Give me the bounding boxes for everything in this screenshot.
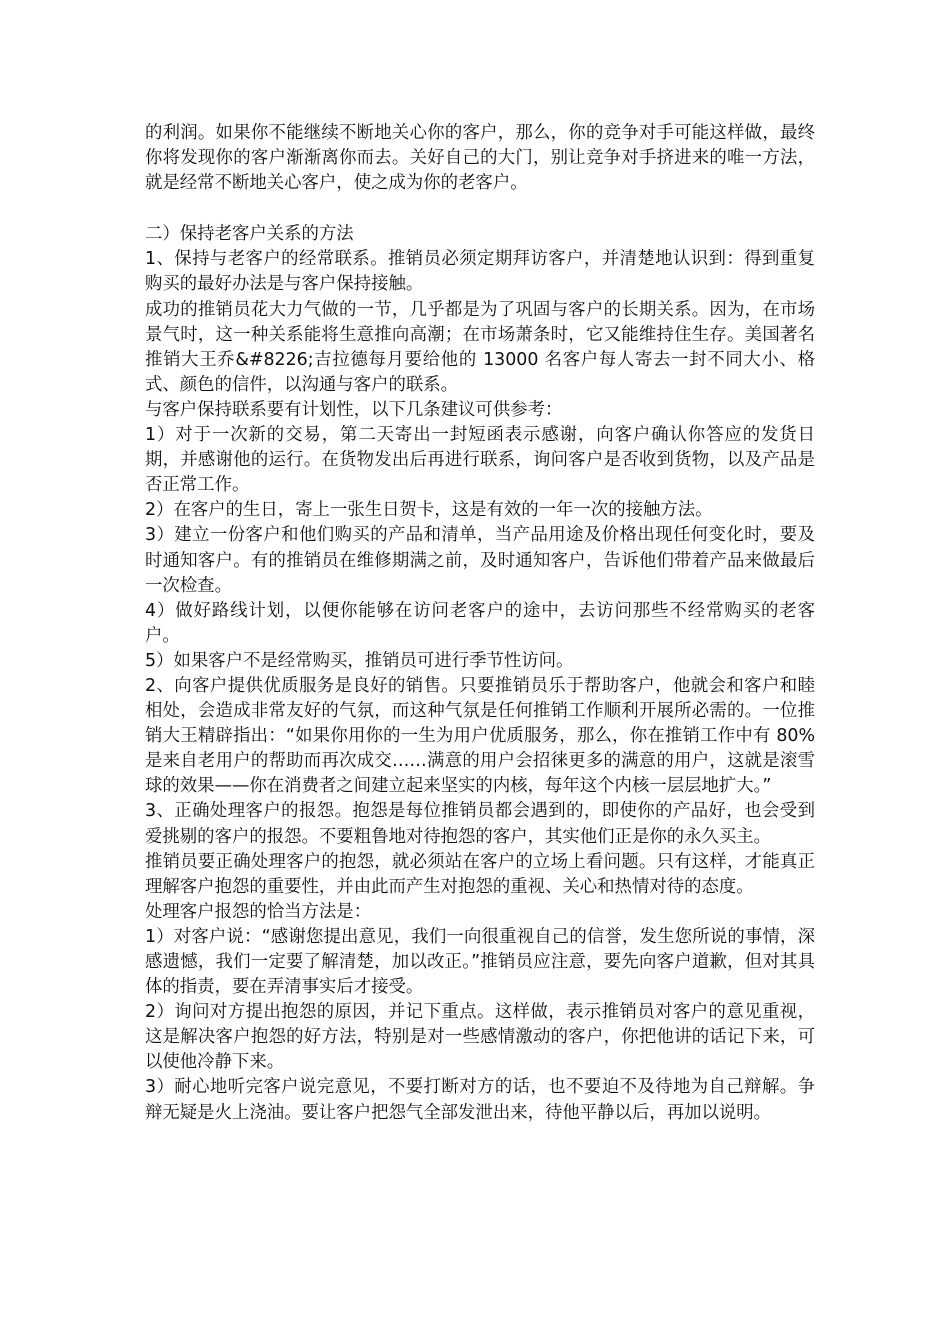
paragraph-customer-standpoint: 推销员要正确处理客户的抱怨，就必须站在客户的立场上看问题。只有这样，才能真正理解客户抱怨的重要性，并由此而产生对抱怨的重视、关心和热情对待的态度。 — [145, 851, 815, 897]
document-body — [145, 121, 815, 1126]
list-item-thank-you-letter: 1）对于一次新的交易，第二天寄出一封短函表示感谢，向客户确认你答应的发货日期，并感谢他的运行。在货物发出后再进行联系，询问客户是否收到货物，以及产品是否正常工作。 — [145, 425, 815, 496]
list-item-product-list: 3）建立一份客户和他们购买的产品和清单，当产品用途及价格出现任何变化时，要及时通知客户。有的推销员在维修期满之前，及时通知客户，告诉他们带着产品来做最后一次检查。 — [145, 525, 815, 596]
list-item-seasonal-visit: 5）如果客户不是经常购买，推销员可进行季节性访问。 — [145, 650, 574, 671]
paragraph-point-1: 1、保持与老客户的经常联系。推销员必须定期拜访客户，并清楚地认识到：得到重复购买的最好办法是与客户保持接触。 — [145, 249, 815, 295]
paragraph-point-3-complaints: 3、正确处理客户的报怨。抱怨是每位推销员都会遇到的，即使你的产品好，也会受到爱挑剔的客户的报怨。不要粗鲁地对待抱怨的客户，其实他们正是你的永久买主。 — [145, 801, 815, 847]
list-item-apologize: 1）对客户说：“感谢您提出意见，我们一向很重视自己的信誉，发生您所说的事情，深感遗憾，我们一定要了解清楚，加以改正。”推销员应注意，要先向客户道歉，但对其具体的指责，要在弄清事实后才接受。 — [145, 926, 815, 998]
list-item-record-reasons: 2）询问对方提出抱怨的原因，并记下重点。这样做，表示推销员对客户的意见重视，这是解决客户抱怨的好方法，特别是对一些感情激动的客户，你把他讲的话记下来，可以使他冷静下来。 — [145, 1002, 815, 1073]
section-heading-keep-relationship: 二）保持老客户关系的方法 — [145, 224, 354, 245]
paragraph-profit-intro: 的利润。如果你不能继续不断地关心你的客户，那么，你的竞争对手可能这样做，最终你将发现你的客户渐渐离你而去。关好自己的大门，别让竞争对手挤进来的唯一方法，就是经常不断地关心客户，使之成为你的老客户。 — [145, 123, 815, 194]
list-item-route-plan: 4）做好路线计划，以便你能够在访问老客户的途中，去访问那些不经常购买的老客户。 — [145, 600, 815, 646]
paragraph-complaint-methods: 处理客户报怨的恰当方法是： — [145, 901, 372, 922]
list-item-birthday-card: 2）在客户的生日，寄上一张生日贺卡，这是有效的一年一次的接触方法。 — [145, 500, 713, 521]
paragraph-point-2-service: 2、向客户提供优质服务是良好的销售。只要推销员乐于帮助客户，他就会和客户和睦相处，会造成非常友好的气氛，而这种气氛是任何推销工作顺利开展所必需的。一位推销大王精辟指出：“如果你用你的一生为用户优质服务，那么，你在推销工作中有 80%是来自老用户的帮助而再次成交……满意的用户会招徕更多的满意的用户，这就是滚雪球的效果——你在消费者之间建立起来坚实的内核，每年这个内核一层层地扩大。” — [145, 675, 815, 797]
paragraph-long-term-relationship: 成功的推销员花大力气做的一节，几乎都是为了巩固与客户的长期关系。因为，在市场景气时，这一种关系能将生意推向高潮；在市场萧条时，它又能维持住生存。美国著名推销大王乔&#8226;吉拉德每月要给他的 13000 名客户每人寄去一封不同大小、格式、颜色的信件，以沟通与客户的联系。 — [145, 299, 815, 395]
paragraph-contact-plan: 与客户保持联系要有计划性，以下几条建议可供参考： — [145, 399, 563, 420]
list-item-listen-patiently: 3）耐心地听完客户说完意见，不要打断对方的话，也不要迫不及待地为自己辩解。争辩无疑是火上浇油。要让客户把怨气全部发泄出来，待他平静以后，再加以说明。 — [145, 1077, 815, 1123]
